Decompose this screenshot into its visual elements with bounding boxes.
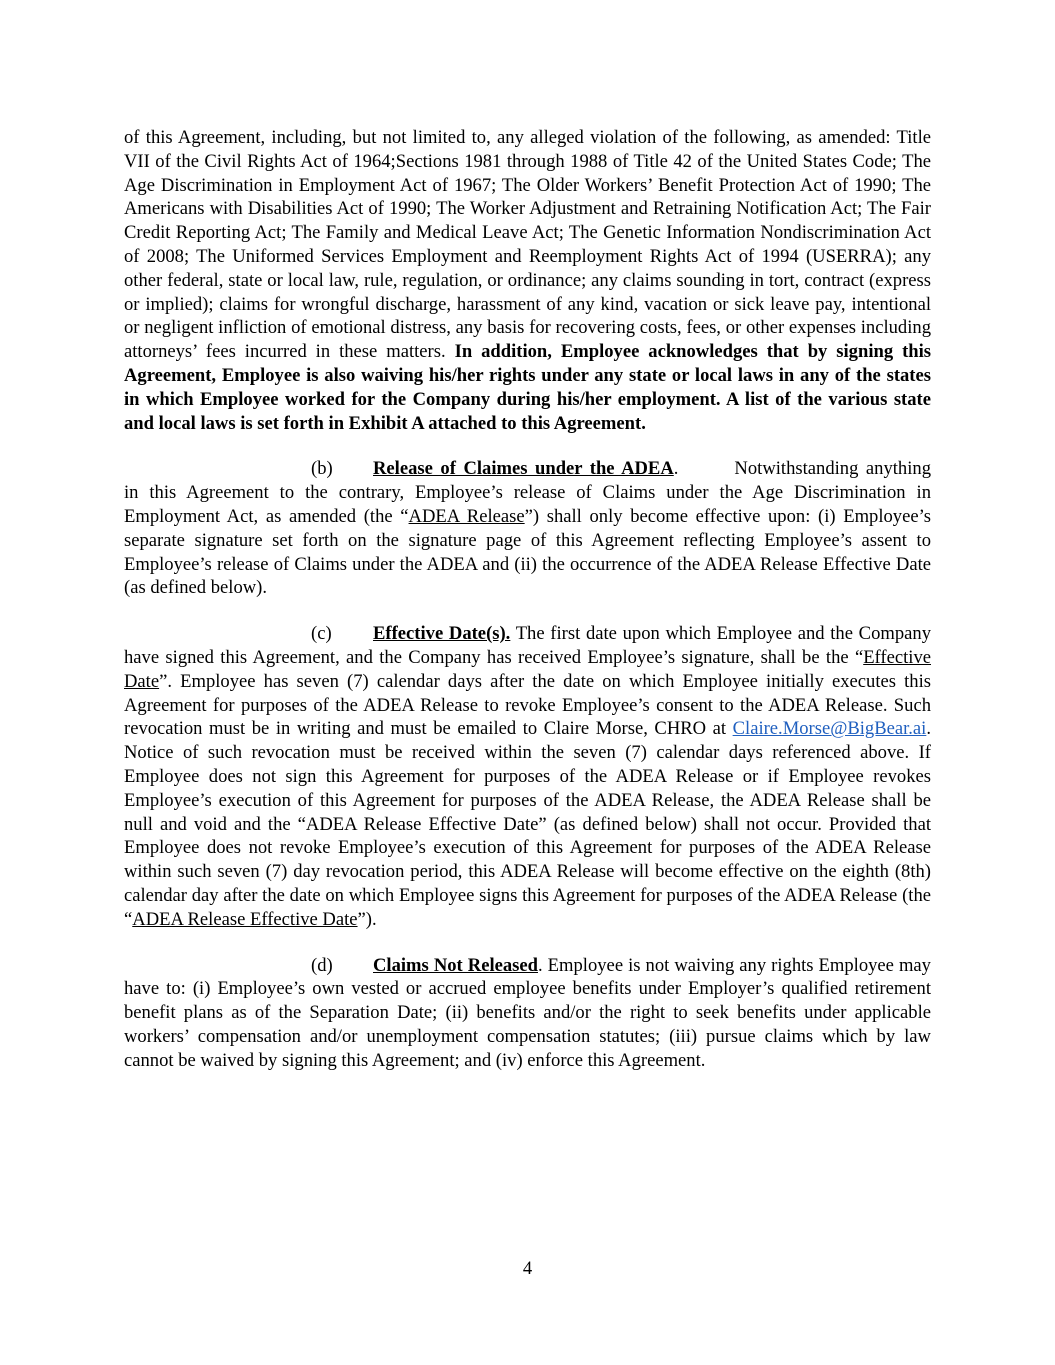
defined-term-adea-release-effective-date: ADEA Release Effective Date	[132, 908, 358, 930]
section-d-text: . Employee is not waiving any rights Employee may have to: (i) Employee’s own vested or accrued employee benefits under Employer’s qualified retirement benefit plans as of the Separation Date; (ii) benefits and/or the right to seek benefits under applicable workers’ compensation and/or unemployment compensation statutes; (iii) pursue claims which by law cannot be waived by signing this Agreement; and (iv) enforce this Agreement.	[124, 954, 931, 1071]
paragraph-release-list	[124, 126, 931, 435]
defined-term-adea-release: ADEA Release	[408, 505, 525, 527]
email-link[interactable]: Claire.Morse@BigBear.ai	[732, 718, 927, 740]
section-label-d: (d)	[311, 954, 333, 976]
section-b-text-1: Notwithstanding anything in this Agreement to the contrary, Employee’s release of Claims under the Age Discrimination in Employment Act, as amended (the “	[124, 458, 931, 527]
section-label-c: (c)	[311, 623, 332, 645]
state-law-waiver-text: In addition, Employee acknowledges that by signing this Agreement, Employee is also waiving his/her rights under any state or local laws in any of the states in which Employee worked for the Company during his/her employment. A list of the various state and local laws is set forth in Exhibit A attached to this Agreement.	[124, 341, 932, 434]
paragraph-d-claims-not-released	[124, 954, 931, 1073]
paragraph-c-effective-dates	[124, 622, 931, 931]
paragraph-b-adea-release	[124, 457, 931, 600]
section-heading-c: Effective Date(s).	[373, 623, 511, 645]
section-c-text-1: The first date upon which Employee and the Company have signed this Agreement, and the Company has received Employee’s signature, shall be the “	[124, 623, 931, 668]
release-list-text: of this Agreement, including, but not limited to, any alleged violation of the following, as amended: Title VII of the Civil Rights Act of 1964;Sections 1981 through 1988 of Title 42 of the United States Code; The Age Discrimination in Employment Act of 1967; The Older Workers’ Benefit Protection Act of 1990; The Americans with Disabilities Act of 1990; The Worker Adjustment and Retraining Notification Act; The Fair Credit Reporting Act; The Family and Medical Leave Act; The Genetic Information Nondiscrimination Act of 2008; The Uniformed Services Employment and Reemployment Rights Act of 1994 (USERRA); any other federal, state or local law, rule, regulation, or ordinance; any claims sounding in tort, contract (express or implied); claims for wrongful discharge, harassment of any kind, vacation or sick leave pay, intentional or negligent infliction of emotional distress, any basis for recovering costs, fees, or other expenses including attorneys’ fees incurred in these matters.	[124, 127, 931, 363]
section-heading-d: Claims Not Released	[373, 954, 538, 976]
section-c-text-4: ”).	[357, 908, 377, 930]
section-c-text-2: ”. Employee has seven (7) calendar days after the date on which Employee initially executes this Agreement for purposes of the ADEA Release to revoke Employee’s consent to the ADEA Release. Such revocation must be in writing and must be emailed to Claire Morse, CHRO at	[124, 670, 931, 740]
section-c-text-3: . Notice of such revocation must be received within the seven (7) calendar days referenced above. If Employee does not sign this Agreement for purposes of the ADEA Release or if Employee revokes Employee’s execution of this Agreement for purposes of the ADEA Release, the ADEA Release shall be null and void and the “ADEA Release Effective Date” (as defined below) shall not occur. Provided that Employee does not revoke Employee’s execution of this Agreement for purposes of the ADEA Release within such seven (7) day revocation period, this ADEA Release will become effective on the eighth (8th) calendar day after the date on which Employee signs this Agreement for purposes of the ADEA Release (the “	[124, 718, 931, 930]
document-page	[124, 126, 931, 1094]
defined-term-effective-date: Effective Date	[124, 646, 931, 692]
page-number: 4	[522, 1258, 533, 1279]
section-b-text-2: ”) shall only become effective upon: (i) Employee’s separate signature set forth on the signature page of this Agreement reflecting Employee’s assent to Employee’s release of Claims under the ADEA and (ii) the occurrence of the ADEA Release Effective Date (as defined below).	[124, 505, 931, 599]
section-label-b: (b)	[311, 458, 333, 480]
heading-period: .	[673, 458, 679, 480]
section-heading-b: Release of Claimes under the ADEA	[373, 458, 674, 480]
